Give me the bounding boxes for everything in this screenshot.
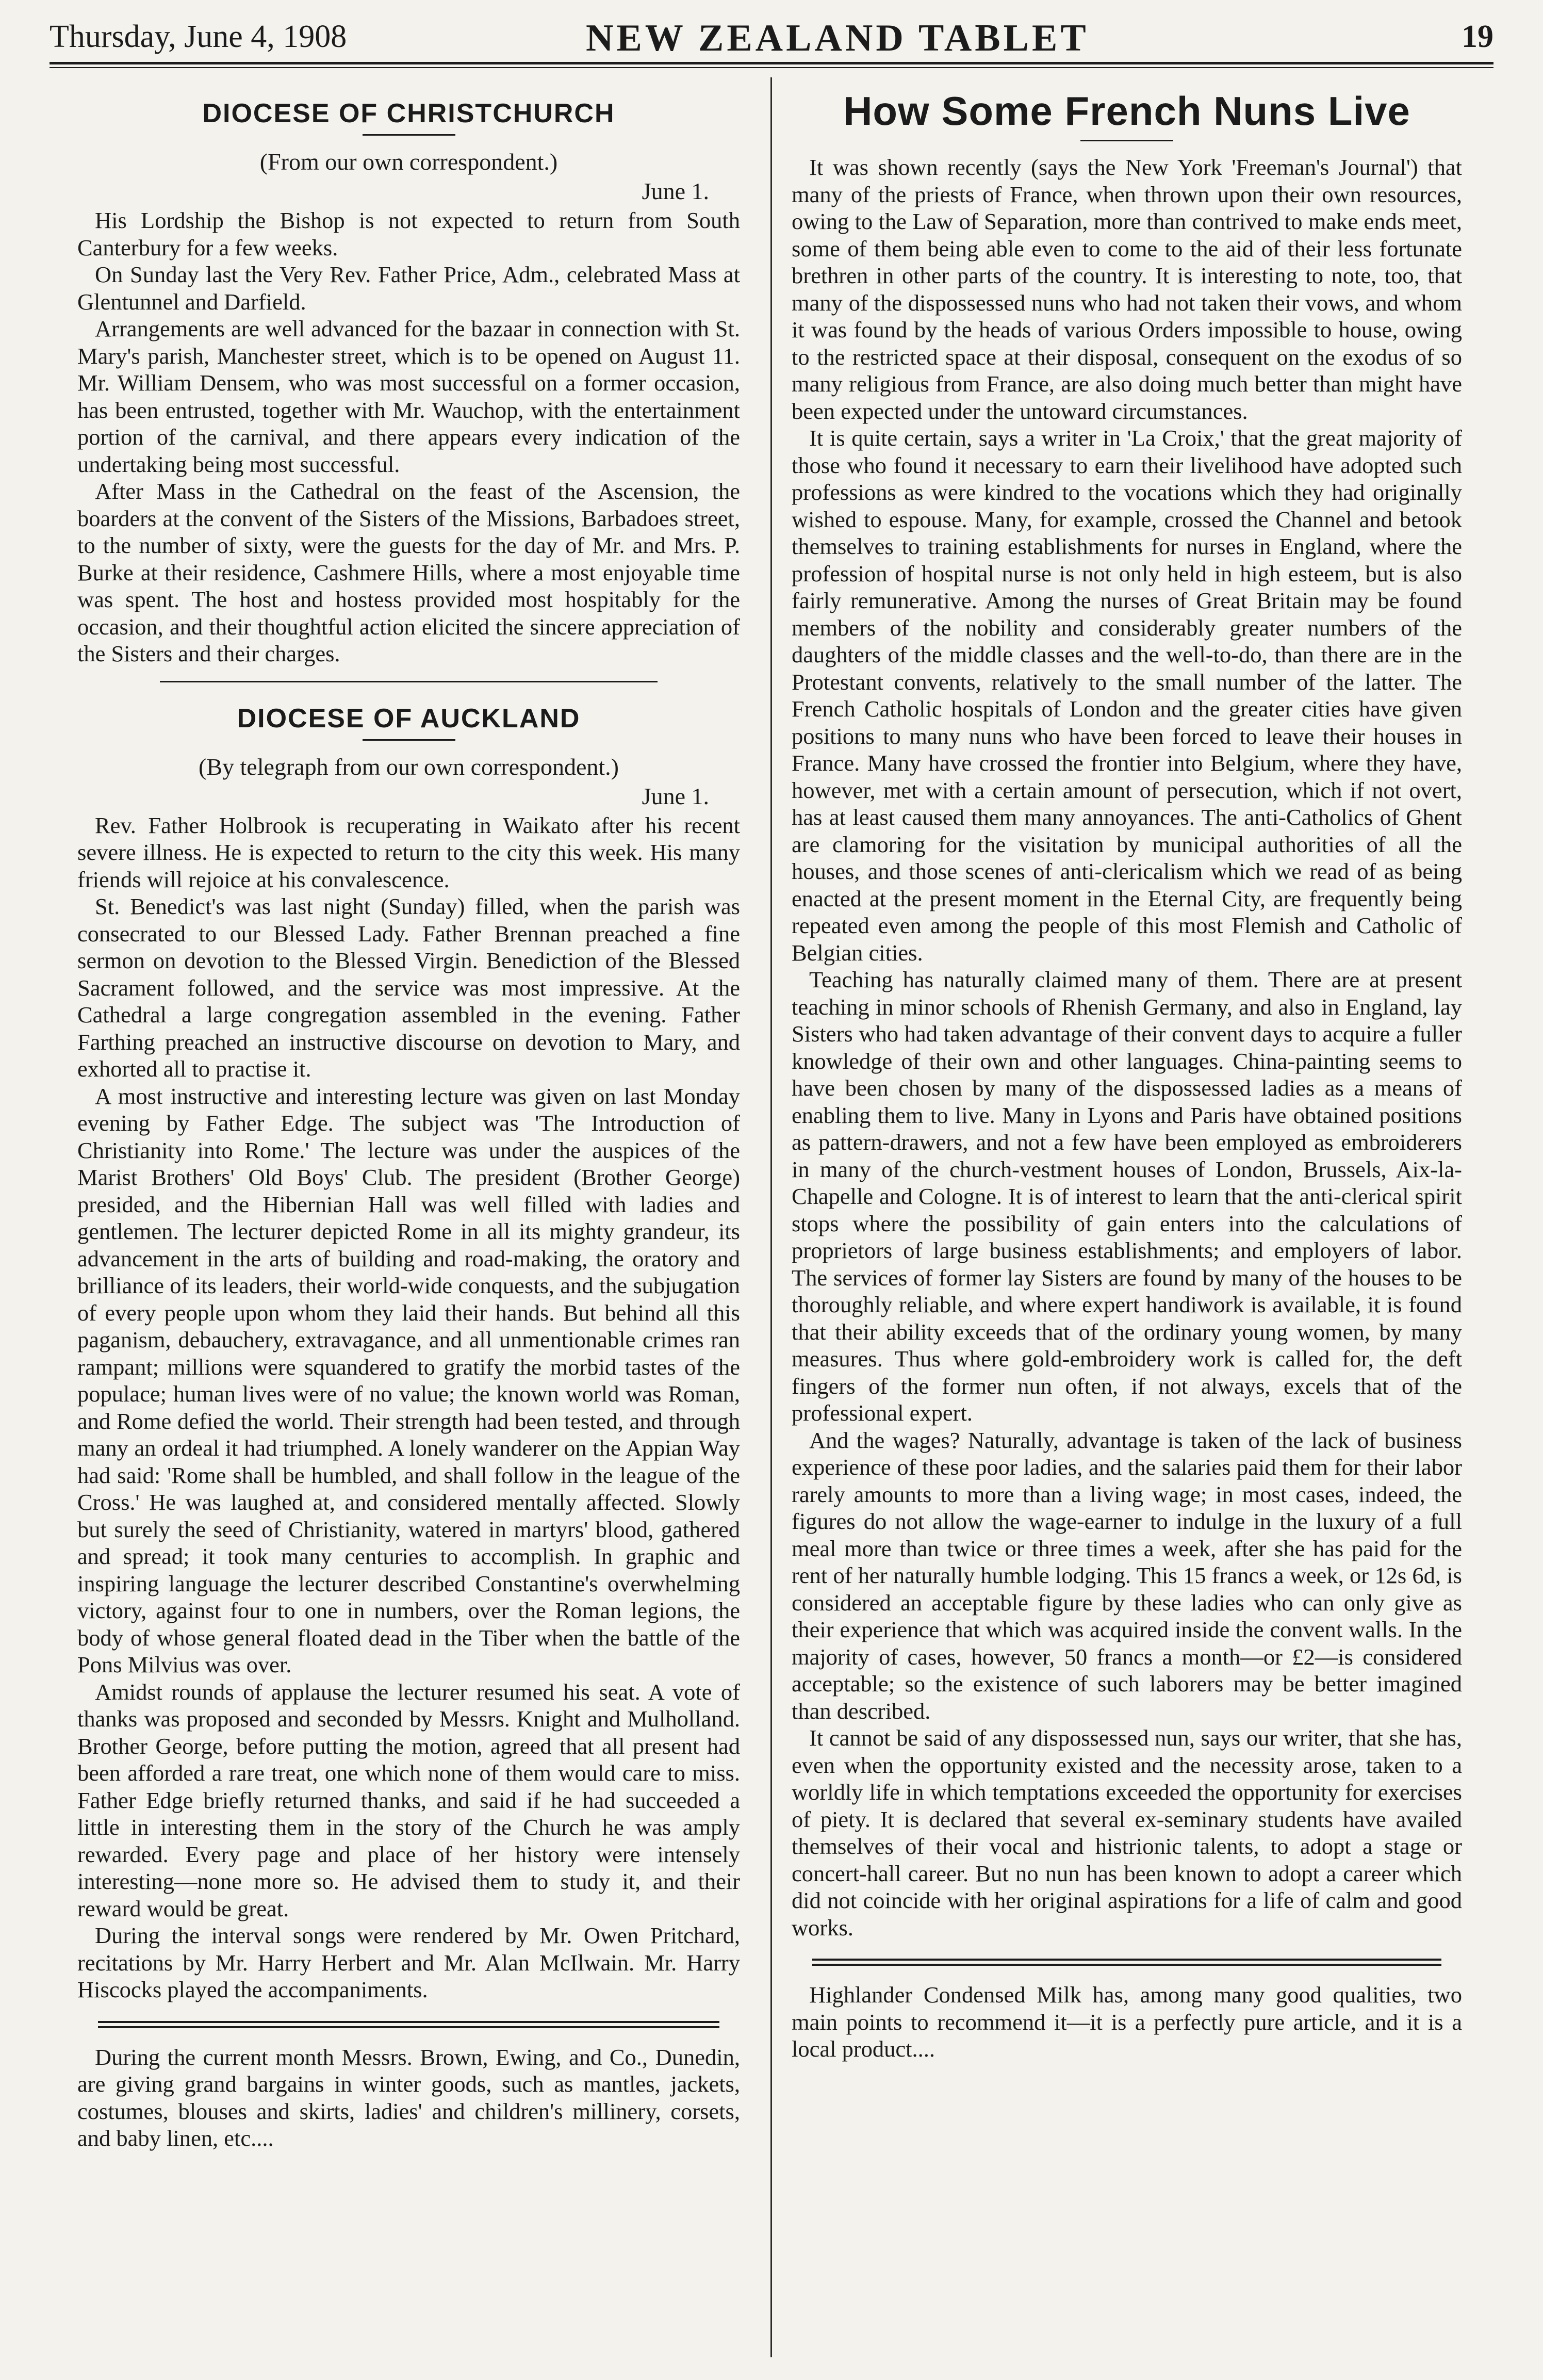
advert-brown-ewing bbox=[77, 2044, 740, 2152]
section-separator bbox=[160, 681, 658, 682]
paragraph: On Sunday last the Very Rev. Father Price, Adm., celebrated Mass at Glentunnel and Darfield. bbox=[77, 262, 740, 315]
heading-rule bbox=[1080, 140, 1173, 141]
paragraph: It was shown recently (says the New York 'Freeman's Journal') that many of the priests of France, when thrown upon their own resources, owing to the Law of Separation, more than contrived to make ends meet, some of them being able even to come to the aid of their less fortunate brethren in other parts of the country. It is interesting to note, too, that many of the dispossessed nuns who had not taken their vows, and whom it was found by the heads of various Orders impossible to house, owing to the restricted space at their disposal, consequent on the exodus of so many religious from France, are also doing much better than might have been expected under the untoward circumstances. bbox=[792, 154, 1462, 424]
heading-rule bbox=[363, 134, 455, 136]
left-column bbox=[77, 77, 740, 2152]
advert-highlander bbox=[792, 1981, 1462, 2063]
paragraph: During the interval songs were rendered by Mr. Owen Pritchard, recitations by Mr. Harry Herbert and Mr. Alan McIlwain. Mr. Harry Hiscocks played the accompaniments. bbox=[77, 1922, 740, 2002]
paragraph: And the wages? Naturally, advantage is taken of the lack of business experience of these poor ladies, and the salaries paid them for their labor rarely amounts to more than a living wage; in most cases, indeed, the figures do not allow the wage-earner to indulge in the luxury of a full meal more than twice or three times a week, after she has paid for the rent of her naturally humble lodging. This 15 francs a week, or 12s 6d, is considered an acceptable figure by these ladies who can only give as their experience that which was acquired inside the convent walls. In the majority of cases, however, 50 francs a month—or £2—is considered acceptable; so the existence of such laborers may be better imagined than described. bbox=[792, 1427, 1462, 1724]
right-column bbox=[792, 77, 1462, 2063]
double-rule-separator bbox=[812, 1959, 1441, 1966]
article-heading: DIOCESE OF CHRISTCHURCH bbox=[202, 99, 615, 128]
article-heading: How Some French Nuns Live bbox=[843, 88, 1410, 134]
paragraph: A most instructive and interesting lecture was given on last Monday evening by Father Edge. The subject was 'The Introduction of Christianity into Rome.' The lecture was under the auspices of the Marist Brothers' Old Boys' Club. The president (Brother George) presided, and the Hibernian Hall was well filled with ladies and gentlemen. The lecturer depicted Rome in all its mighty grandeur, its advancement in the arts of building and road-making, the oratory and brilliance of its leaders, their world-wide conquests, and the subjugation of every people upon whom they laid their hands. But behind all this paganism, debauchery, extravagance, and all unmentionable crimes ran rampant; millions were squandered to gratify the morbid tastes of the populace; human lives were of no value; the known world was Roman, and Rome defied the world. Their strength had been tested, and through many an ordeal it had triumphed. A lonely wanderer on the Appian Way had said: 'Rome shall be humbled, and shall follow in the league of the Cross.' He was laughed at, and considered mentally affected. Slowly but surely the seed of Christianity, watered in martyrs' blood, gathered and spread; it took many centuries to accomplish. In graphic and inspiring language the lecturer described Constantine's overwhelming victory, against four to one in numbers, over the Roman legions, the body of whose general floated dead in the Tiber when the battle of the Pons Milvius was over. bbox=[77, 1083, 740, 1677]
article-french-nuns bbox=[792, 88, 1462, 1941]
masthead-rule-thin bbox=[50, 67, 1493, 68]
newspaper-title: NEW ZEALAND TABLET bbox=[586, 17, 1089, 59]
column-divider bbox=[770, 77, 772, 2357]
paragraph: His Lordship the Bishop is not expected to return from South Canterbury for a few weeks. bbox=[77, 207, 740, 260]
paragraph: Rev. Father Holbrook is recuperating in Waikato after his recent severe illness. He is expected to return to the city this week. His many friends will rejoice at his convalescence. bbox=[77, 812, 740, 892]
masthead-rule bbox=[50, 62, 1493, 64]
article-dateline: June 1. bbox=[642, 783, 709, 809]
paragraph: After Mass in the Cathedral on the feast of the Ascension, the boarders at the convent of the Sisters of the Missions, Barbadoes street, to the number of sixty, were the guests for the day of Mr. and Mrs. P. Burke at their residence, Cashmere Hills, where a most enjoyable time was spent. The host and hostess provided most hospitably for the occasion, and their thoughtful action elicited the sincere appreciation of the Sisters and their charges. bbox=[77, 478, 740, 666]
paragraph: Amidst rounds of applause the lecturer resumed his seat. A vote of thanks was proposed and seconded by Messrs. Knight and Mulholland. Brother George, before putting the motion, agreed that all present had been afforded a rare treat, one which none of them would care to miss. Father Edge briefly returned thanks, and said if he had succeeded a little in interesting them in the story of the Church he was amply rewarded. Every page and place of her history were intensely interesting—none more so. He advised them to study it, and their reward would be great. bbox=[77, 1678, 740, 1921]
masthead bbox=[50, 14, 1493, 61]
advert-paragraph: During the current month Messrs. Brown, Ewing, and Co., Dunedin, are giving grand bargains in winter goods, such as mantles, jackets, costumes, blouses and skirts, ladies' and children's millinery, corsets, and baby linen, etc.... bbox=[77, 2044, 740, 2151]
page-number: 19 bbox=[1462, 19, 1493, 54]
article-heading: DIOCESE OF AUCKLAND bbox=[237, 703, 581, 733]
paragraph: It cannot be said of any dispossessed nun, says our writer, that she has, even when the opportunity existed and the necessity arose, taken to a worldly life in which temptations exceeded the opportunity for exercises of piety. It is declared that several ex-seminary students have availed themselves of their vocal and histrionic talents, to adopt a stage or concert-hall career. But no nun has been known to adopt a career which did not coincide with her original aspirations for a life of calm and good works. bbox=[792, 1725, 1462, 1941]
issue-date: Thursday, June 4, 1908 bbox=[50, 19, 347, 54]
article-byline: (From our own correspondent.) bbox=[259, 149, 558, 175]
paragraph: Teaching has naturally claimed many of them. There are at present teaching in minor schools of Rhenish Germany, and also in England, lay Sisters who had taken advantage of their convent days to acquire a fuller knowledge of their own and other languages. China-painting seems to have been chosen by many of the dispossessed ladies as a means of enabling them to live. Many in Lyons and Paris have obtained positions as pattern-drawers, and not a few have been employed as embroiderers in many of the church-vestment houses of London, Brussels, Aix-la-Chapelle and Cologne. It is of interest to learn that the anti-clerical spirit stops where the possibility of gain enters into the calculations of proprietors of large business establishments; and employers of labor. The services of former lay Sisters are found by many of the houses to be thoroughly reliable, and where expert handiwork is available, it is found that their ability exceeds that of the ordinary young women, by many measures. Thus where gold-embroidery work is called for, the deft fingers of the former nun often, if not always, excels that of the professional expert. bbox=[792, 967, 1462, 1426]
heading-rule bbox=[363, 739, 455, 741]
advert-paragraph: Highlander Condensed Milk has, among many good qualities, two main points to recommend it—it is a perfectly pure article, and it is a local product.... bbox=[792, 1982, 1462, 2062]
paragraph: St. Benedict's was last night (Sunday) filled, when the parish was consecrated to our Blessed Lady. Father Brennan preached a fine sermon on devotion to the Blessed Virgin. Benediction of the Blessed Sacrament followed, and the service was most impressive. At the Cathedral a large congregation assembled in the evening. Father Farthing preached an instructive discourse on devotion to Mary, and exhorted all to practise it. bbox=[77, 893, 740, 1082]
article-christchurch bbox=[77, 98, 740, 667]
paragraph: Arrangements are well advanced for the bazaar in connection with St. Mary's parish, Manchester street, which is to be opened on August 11. Mr. William Densem, who was most successful on a former occasion, has been entrusted, together with Mr. Wauchop, with the entertainment portion of the carnival, and there appears every indication of the undertaking being most successful. bbox=[77, 316, 740, 477]
paragraph: It is quite certain, says a writer in 'La Croix,' that the great majority of those who found it necessary to earn their livelihood have adopted such professions as were kindred to the vocations which they had originally wished to espouse. Many, for example, crossed the Channel and betook themselves to training establishments for nurses in England, where the profession of hospital nurse is not only held in high esteem, but is also fairly remunerative. Among the nurses of Great Britain may be found members of the nobility and considerably greater numbers of the daughters of the middle classes and the well-to-do, than there are in the Protestant convents, relatively to the small number of the latter. The French Catholic hospitals of London and the greater cities have given positions to many nuns who have been forced to leave their houses in France. Many have crossed the frontier into Belgium, where they have, however, met with a certain amount of persecution, which if not overt, has at least caused them many annoyances. The anti-Catholics of Ghent are clamoring for the visitation by municipal authorities of all the houses, and those scenes of anti-clericalism which we read of as being enacted at the present moment in the Eternal City, are frequently being repeated even among the people of this most Flemish and Catholic of Belgian cities. bbox=[792, 425, 1462, 966]
double-rule-separator bbox=[98, 2021, 719, 2028]
article-dateline: June 1. bbox=[642, 178, 709, 204]
article-byline: (By telegraph from our own correspondent.) bbox=[199, 753, 619, 780]
article-auckland bbox=[77, 703, 740, 2003]
